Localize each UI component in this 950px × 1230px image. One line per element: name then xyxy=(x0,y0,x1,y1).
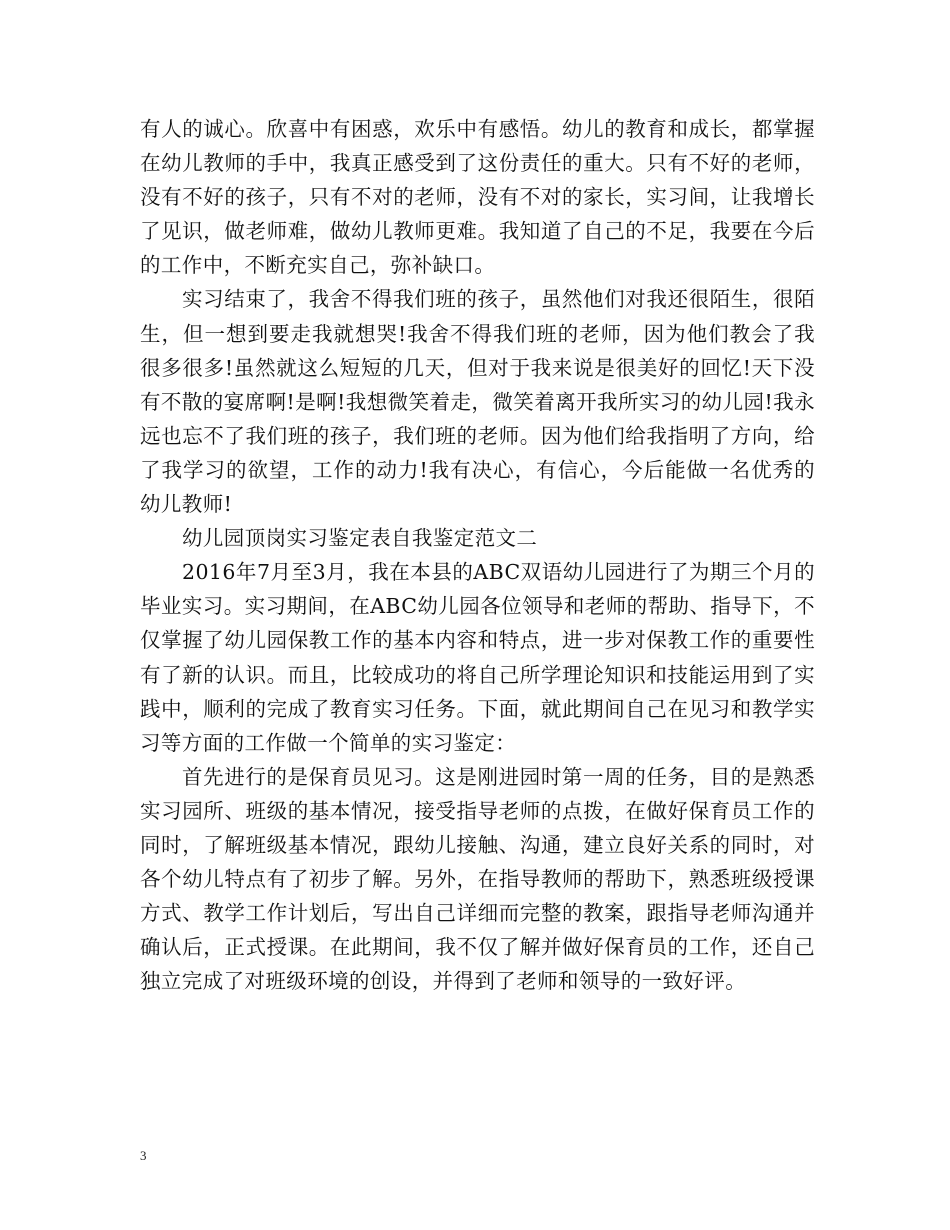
page-number: 3 xyxy=(140,1148,147,1163)
paragraph-internship-intro: 2016年7月至3月，我在本县的ABC双语幼儿园进行了为期三个月的毕业实习。实习期间，在ABC幼儿园各位领导和老师的帮助、指导下，不仅掌握了幼儿园保教工作的基本内容和特点，进一步对保教工作的重要性有了新的认识。而且，比较成功的将自己所学理论知识和技能运用到了实践中，顺利的完成了教育实习任务。下面，就此期间自己在见习和教学实习等方面的工作做一个简单的实习鉴定： xyxy=(140,560,815,755)
document-body xyxy=(140,112,815,998)
section-heading-sample-two: 幼儿园顶岗实习鉴定表自我鉴定范文二 xyxy=(182,526,538,551)
paragraph-caregiver-observation: 首先进行的是保育员见习。这是刚进园时第一周的任务，目的是熟悉实习园所、班级的基本情况，接受指导老师的点拨，在做好保育员工作的同时，了解班级基本情况，跟幼儿接触、沟通，建立良好关系的同时，对各个幼儿特点有了初步了解。另外，在指导教师的帮助下，熟悉班级授课方式、教学工作计划后，写出自己详细而完整的教案，跟指导老师沟通并确认后，正式授课。在此期间，我不仅了解并做好保育员的工作，还自己独立完成了对班级环境的创设，并得到了老师和领导的一致好评。 xyxy=(140,764,815,994)
paragraph-continued: 有人的诚心。欣喜中有困惑，欢乐中有感悟。幼儿的教育和成长，都掌握在幼儿教师的手中，我真正感受到了这份责任的重大。只有不好的老师，没有不好的孩子，只有不对的老师，没有不对的家长，实习间，让我增长了见识，做老师难，做幼儿教师更难。我知道了自己的不足，我要在今后的工作中，不断充实自己，弥补缺口。 xyxy=(140,117,815,278)
paragraph-internship-end: 实习结束了，我舍不得我们班的孩子，虽然他们对我还很陌生，很陌生，但一想到要走我就想哭!我舍不得我们班的老师，因为他们教会了我很多很多!虽然就这么短短的几天，但对于我来说是很美好的回忆!天下没有不散的宴席啊!是啊!我想微笑着走，微笑着离开我所实习的幼儿园!我永远也忘不了我们班的孩子，我们班的老师。因为他们给我指明了方向，给了我学习的欲望，工作的动力!我有决心，有信心，今后能做一名优秀的幼儿教师! xyxy=(140,287,815,517)
